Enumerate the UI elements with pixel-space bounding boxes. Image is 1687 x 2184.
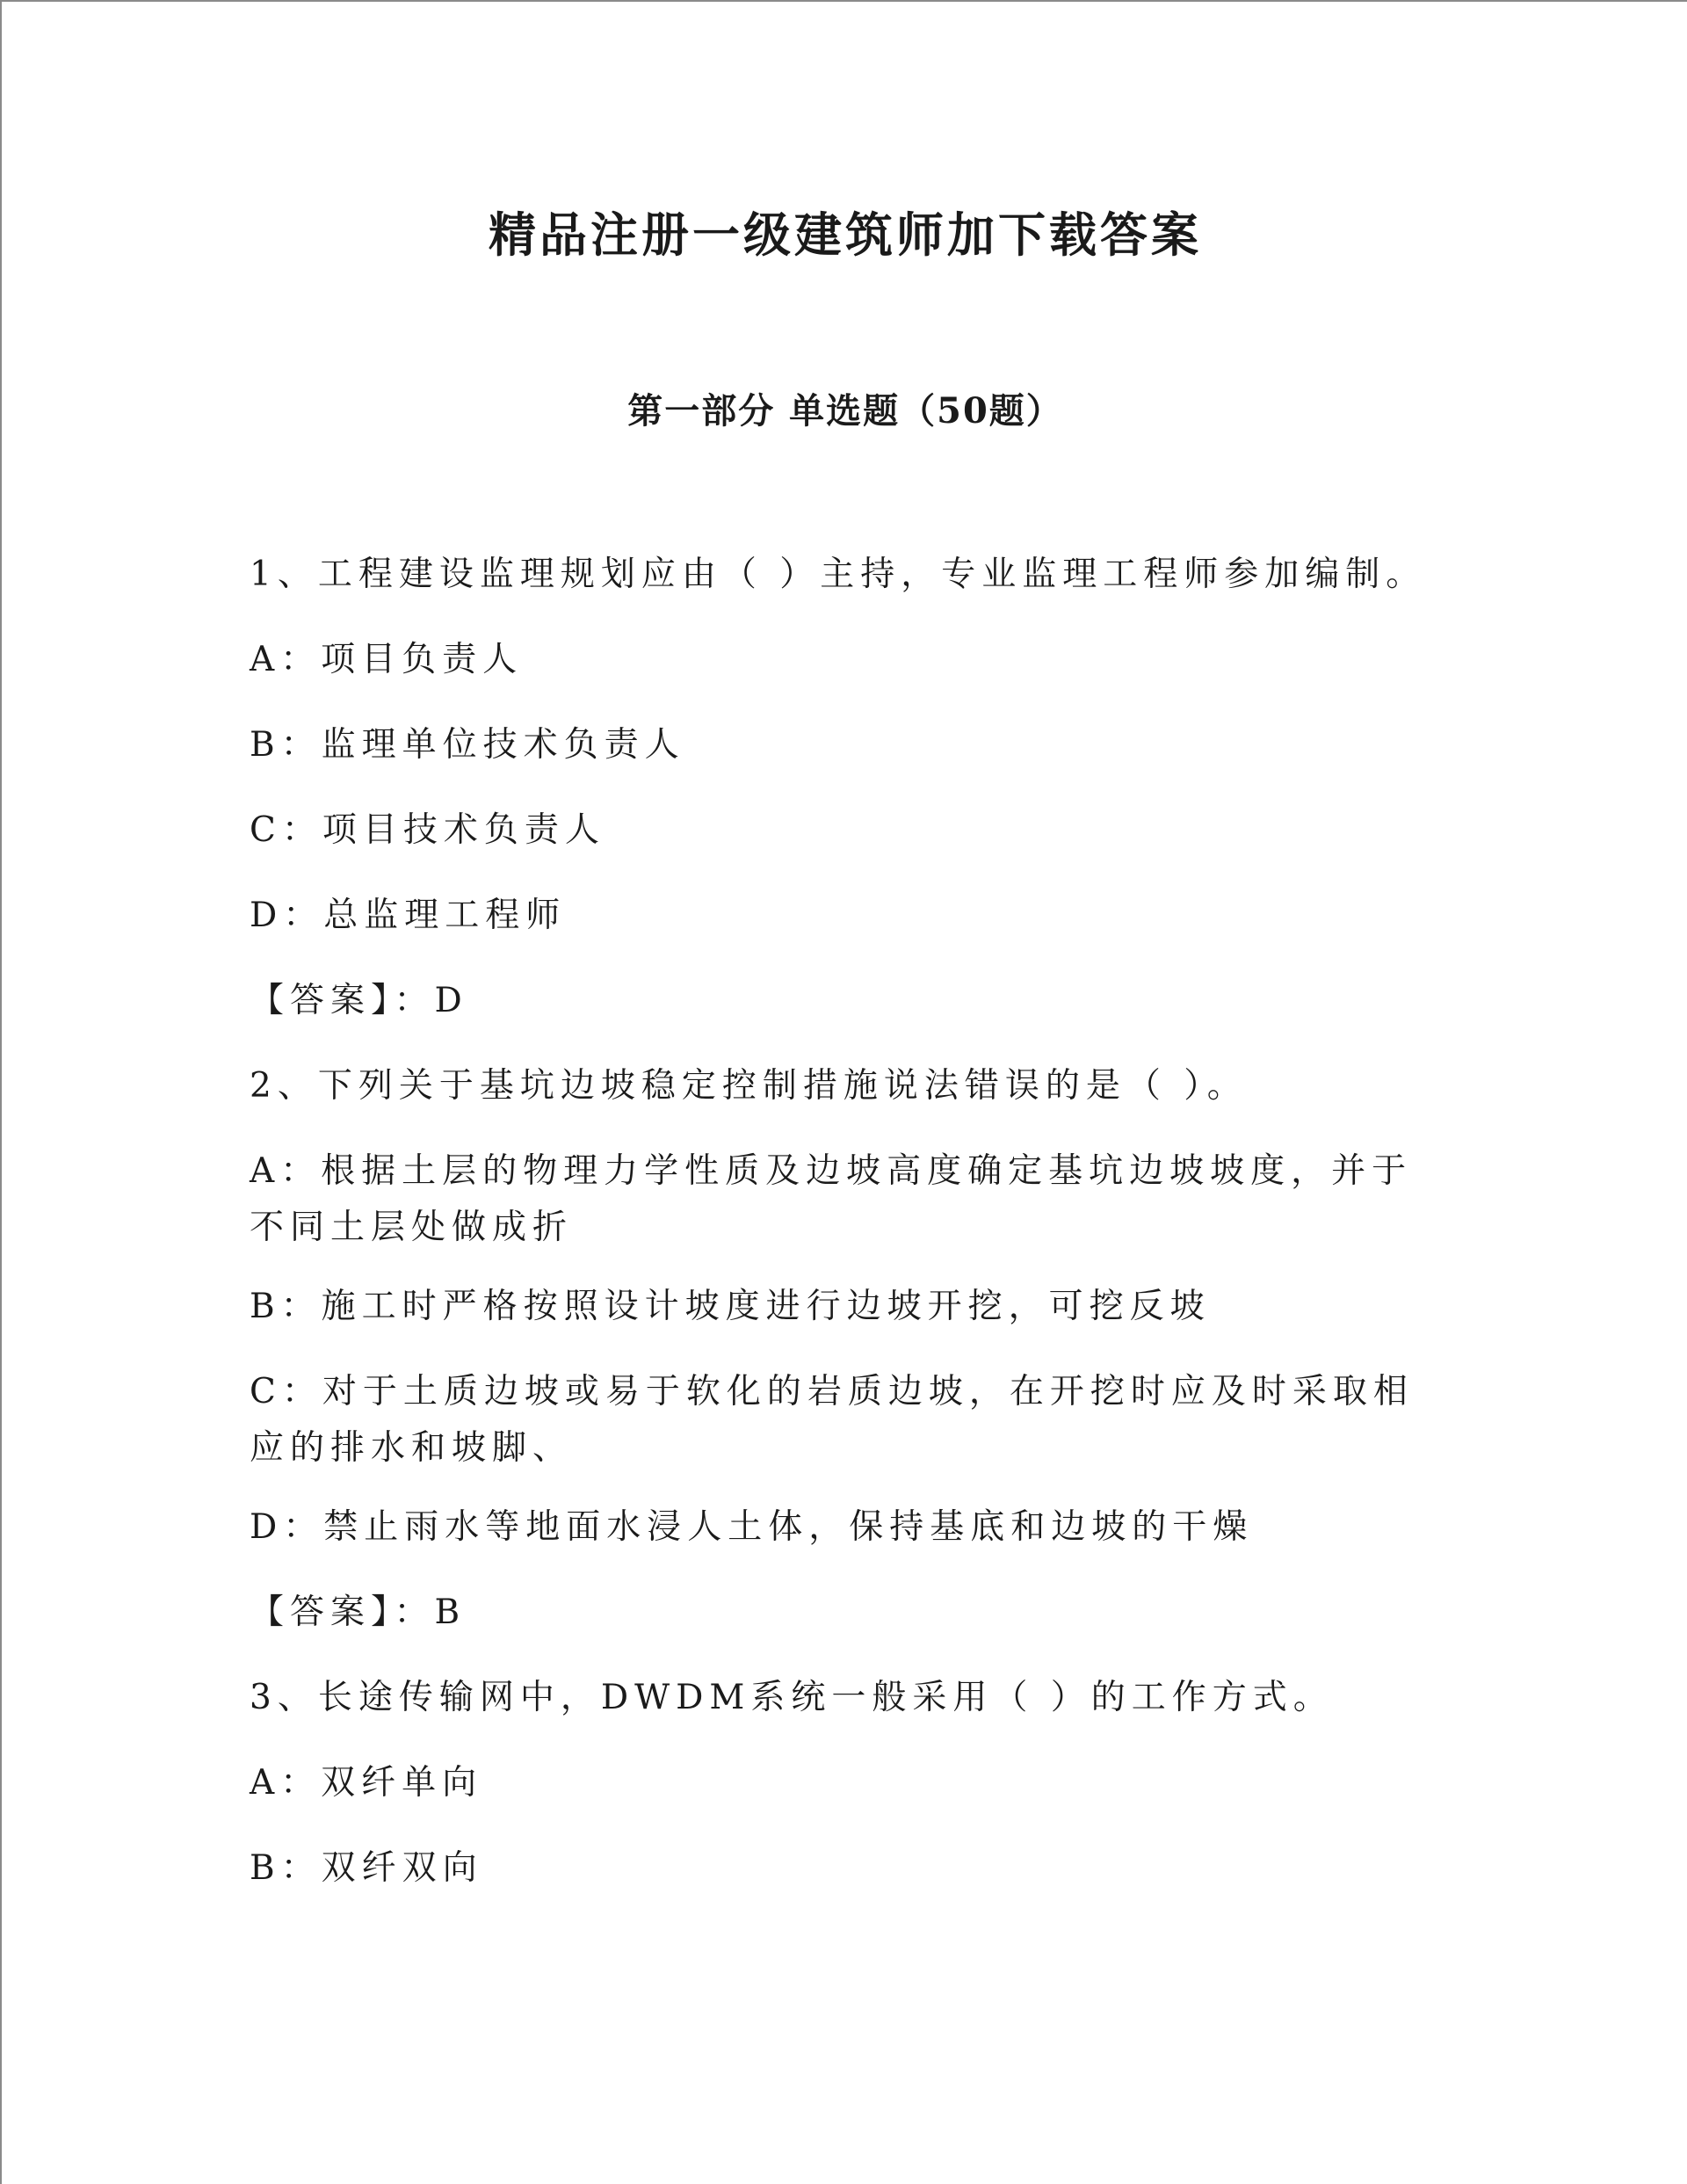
- question-stem: 2、下列关于基坑边坡稳定控制措施说法错误的是（ ）。: [250, 1066, 1248, 1106]
- document-title: 精品注册一级建筑师加下载答案: [489, 207, 1202, 263]
- option-c: C：项目技术负责人: [250, 810, 605, 850]
- option-c: C：对于土质边坡或易于软化的岩质边坡，在开挖时应及时采取相应的排水和坡脚、: [250, 1372, 1414, 1468]
- question-list: [250, 554, 1444, 1933]
- question-1: [250, 554, 1444, 1022]
- section-title: 第一部分 单选题（50题）: [627, 390, 1063, 432]
- answer-line: 【答案】：B: [250, 1593, 467, 1632]
- option-a: A：根据土层的物理力学性质及边坡高度确定基坑边坡坡度，并于不同土层处做成折: [250, 1151, 1413, 1247]
- question-3: [250, 1677, 1444, 1890]
- option-b: B：施工时严格按照设计坡度进行边坡开挖，可挖反坡: [250, 1287, 1211, 1326]
- option-b: B：监理单位技术负责人: [250, 725, 685, 765]
- option-a: A：项目负责人: [250, 640, 524, 679]
- question-stem: 3、长途传输网中，DWDM系统一般采用（ ）的工作方式。: [250, 1678, 1334, 1717]
- question-2: [250, 1065, 1444, 1634]
- question-stem: 1、工程建设监理规划应由（ ）主持，专业监理工程师参加编制。: [250, 555, 1427, 594]
- option-d: D：禁止雨水等地面水浸人土体，保持基底和边坡的干燥: [250, 1507, 1254, 1547]
- option-d: D：总监理工程师: [250, 896, 567, 935]
- option-a: A：双纤单向: [250, 1763, 483, 1803]
- option-b: B：双纤双向: [250, 1848, 483, 1888]
- answer-line: 【答案】：D: [250, 981, 468, 1020]
